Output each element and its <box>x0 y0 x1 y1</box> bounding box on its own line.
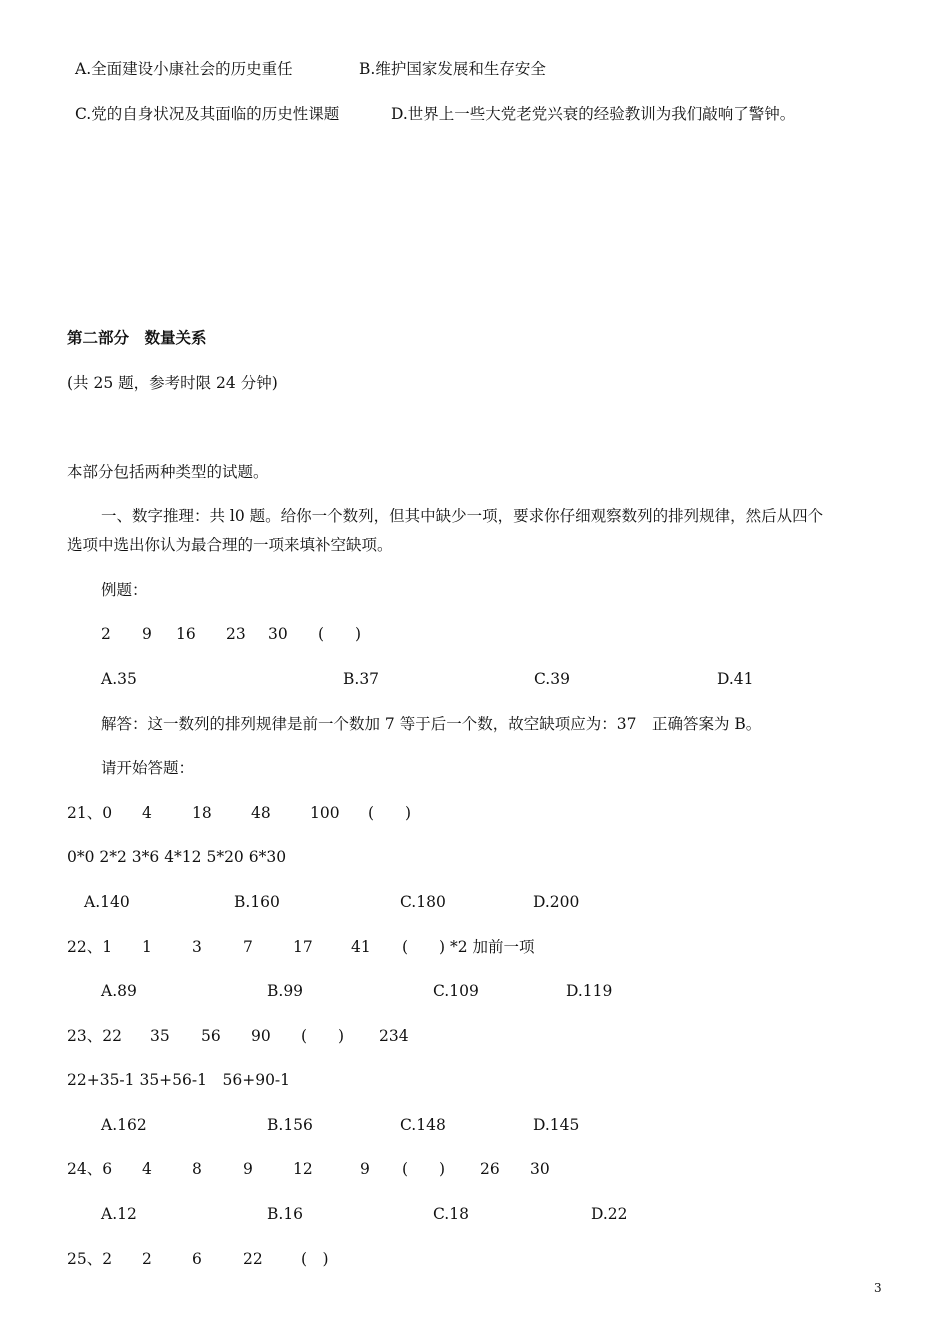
seq-item: 100 <box>310 804 340 822</box>
question-23-note: 22+35-1 35+56-1 56+90-1 <box>67 1071 291 1089</box>
option-item: D.41 <box>717 670 754 688</box>
section-title: 第二部分 数量关系 <box>67 329 207 347</box>
option-item: C.148 <box>400 1116 446 1134</box>
option-item: B.99 <box>267 982 304 1000</box>
seq-item: 41 <box>351 938 371 956</box>
seq-item: 1 <box>142 938 152 956</box>
section-intro: 本部分包括两种类型的试题。 <box>67 463 269 481</box>
seq-item: 24、6 <box>67 1160 113 1178</box>
option-d: D.世界上一些大党老党兴衰的经验教训为我们敲响了警钟。 <box>391 105 796 123</box>
option-item: B.156 <box>267 1116 313 1134</box>
option-item: B.16 <box>267 1205 304 1223</box>
option-item: D.145 <box>533 1116 580 1134</box>
option-item: A.162 <box>101 1116 147 1134</box>
instruction-line-2: 选项中选出你认为最合理的一项来填补空缺项。 <box>67 536 393 554</box>
seq-item: 56 <box>201 1027 221 1045</box>
option-item: A.140 <box>84 893 130 911</box>
start-prompt: 请开始答题： <box>101 759 195 777</box>
seq-item: 9 <box>243 1160 253 1178</box>
seq-item: ( ) <box>301 1250 329 1268</box>
question-21-note: 0*0 2*2 3*6 4*12 5*20 6*30 <box>67 848 287 866</box>
seq-item: 16 <box>176 625 196 643</box>
seq-item: ( ) <box>402 1160 446 1178</box>
seq-item: 234 <box>379 1027 409 1045</box>
option-item: A.89 <box>101 982 137 1000</box>
option-item: A.35 <box>101 670 137 688</box>
section-subtitle: (共 25 题，参考时限 24 分钟) <box>67 374 278 392</box>
seq-item: 25、2 <box>67 1250 113 1268</box>
seq-item: 22 <box>243 1250 263 1268</box>
option-item: C.39 <box>534 670 570 688</box>
option-item: D.200 <box>533 893 580 911</box>
seq-item: 7 <box>243 938 253 956</box>
seq-item: 4 <box>142 804 152 822</box>
seq-item: ( ) <box>368 804 412 822</box>
seq-item: 2 <box>142 1250 152 1268</box>
option-item: D.119 <box>566 982 613 1000</box>
example-label: 例题： <box>101 581 148 599</box>
seq-item: 2 <box>101 625 111 643</box>
seq-item: 22、1 <box>67 938 113 956</box>
option-c: C.党的自身状况及其面临的历史性课题 <box>75 105 340 123</box>
option-item: C.180 <box>400 893 446 911</box>
seq-item: 48 <box>251 804 271 822</box>
seq-item: 6 <box>192 1250 202 1268</box>
option-a: A.全面建设小康社会的历史重任 <box>75 60 293 78</box>
instruction-line-1: 一、数字推理：共 l0 题。给你一个数列，但其中缺少一项，要求你仔细观察数列的排列规律，然后从四个 <box>101 507 824 525</box>
option-item: D.22 <box>591 1205 628 1223</box>
option-item: B.37 <box>343 670 380 688</box>
seq-item: 90 <box>251 1027 271 1045</box>
seq-item: 30 <box>268 625 288 643</box>
seq-item: 9 <box>360 1160 370 1178</box>
seq-item: ( ) <box>301 1027 345 1045</box>
seq-item: 4 <box>142 1160 152 1178</box>
seq-item: ( ) *2 加前一项 <box>402 938 535 956</box>
seq-item: 26 <box>480 1160 500 1178</box>
example-answer: 解答：这一数列的排列规律是前一个数加 7 等于后一个数，故空缺项应为：37 正确答案为 B。 <box>101 715 762 733</box>
seq-item: 18 <box>192 804 212 822</box>
seq-item: 21、0 <box>67 804 113 822</box>
seq-item: 30 <box>530 1160 550 1178</box>
option-item: C.109 <box>433 982 479 1000</box>
seq-item: 35 <box>150 1027 170 1045</box>
seq-item: 23、22 <box>67 1027 122 1045</box>
option-item: A.12 <box>101 1205 137 1223</box>
seq-item: 23 <box>226 625 246 643</box>
seq-item: 9 <box>142 625 152 643</box>
seq-item: 8 <box>192 1160 202 1178</box>
seq-item: ( ) <box>318 625 362 643</box>
seq-item: 12 <box>293 1160 313 1178</box>
seq-item: 17 <box>293 938 313 956</box>
seq-item: 3 <box>192 938 202 956</box>
option-b: B.维护国家发展和生存安全 <box>359 60 546 78</box>
page-number: 3 <box>874 1281 882 1295</box>
option-item: B.160 <box>234 893 280 911</box>
option-item: C.18 <box>433 1205 469 1223</box>
